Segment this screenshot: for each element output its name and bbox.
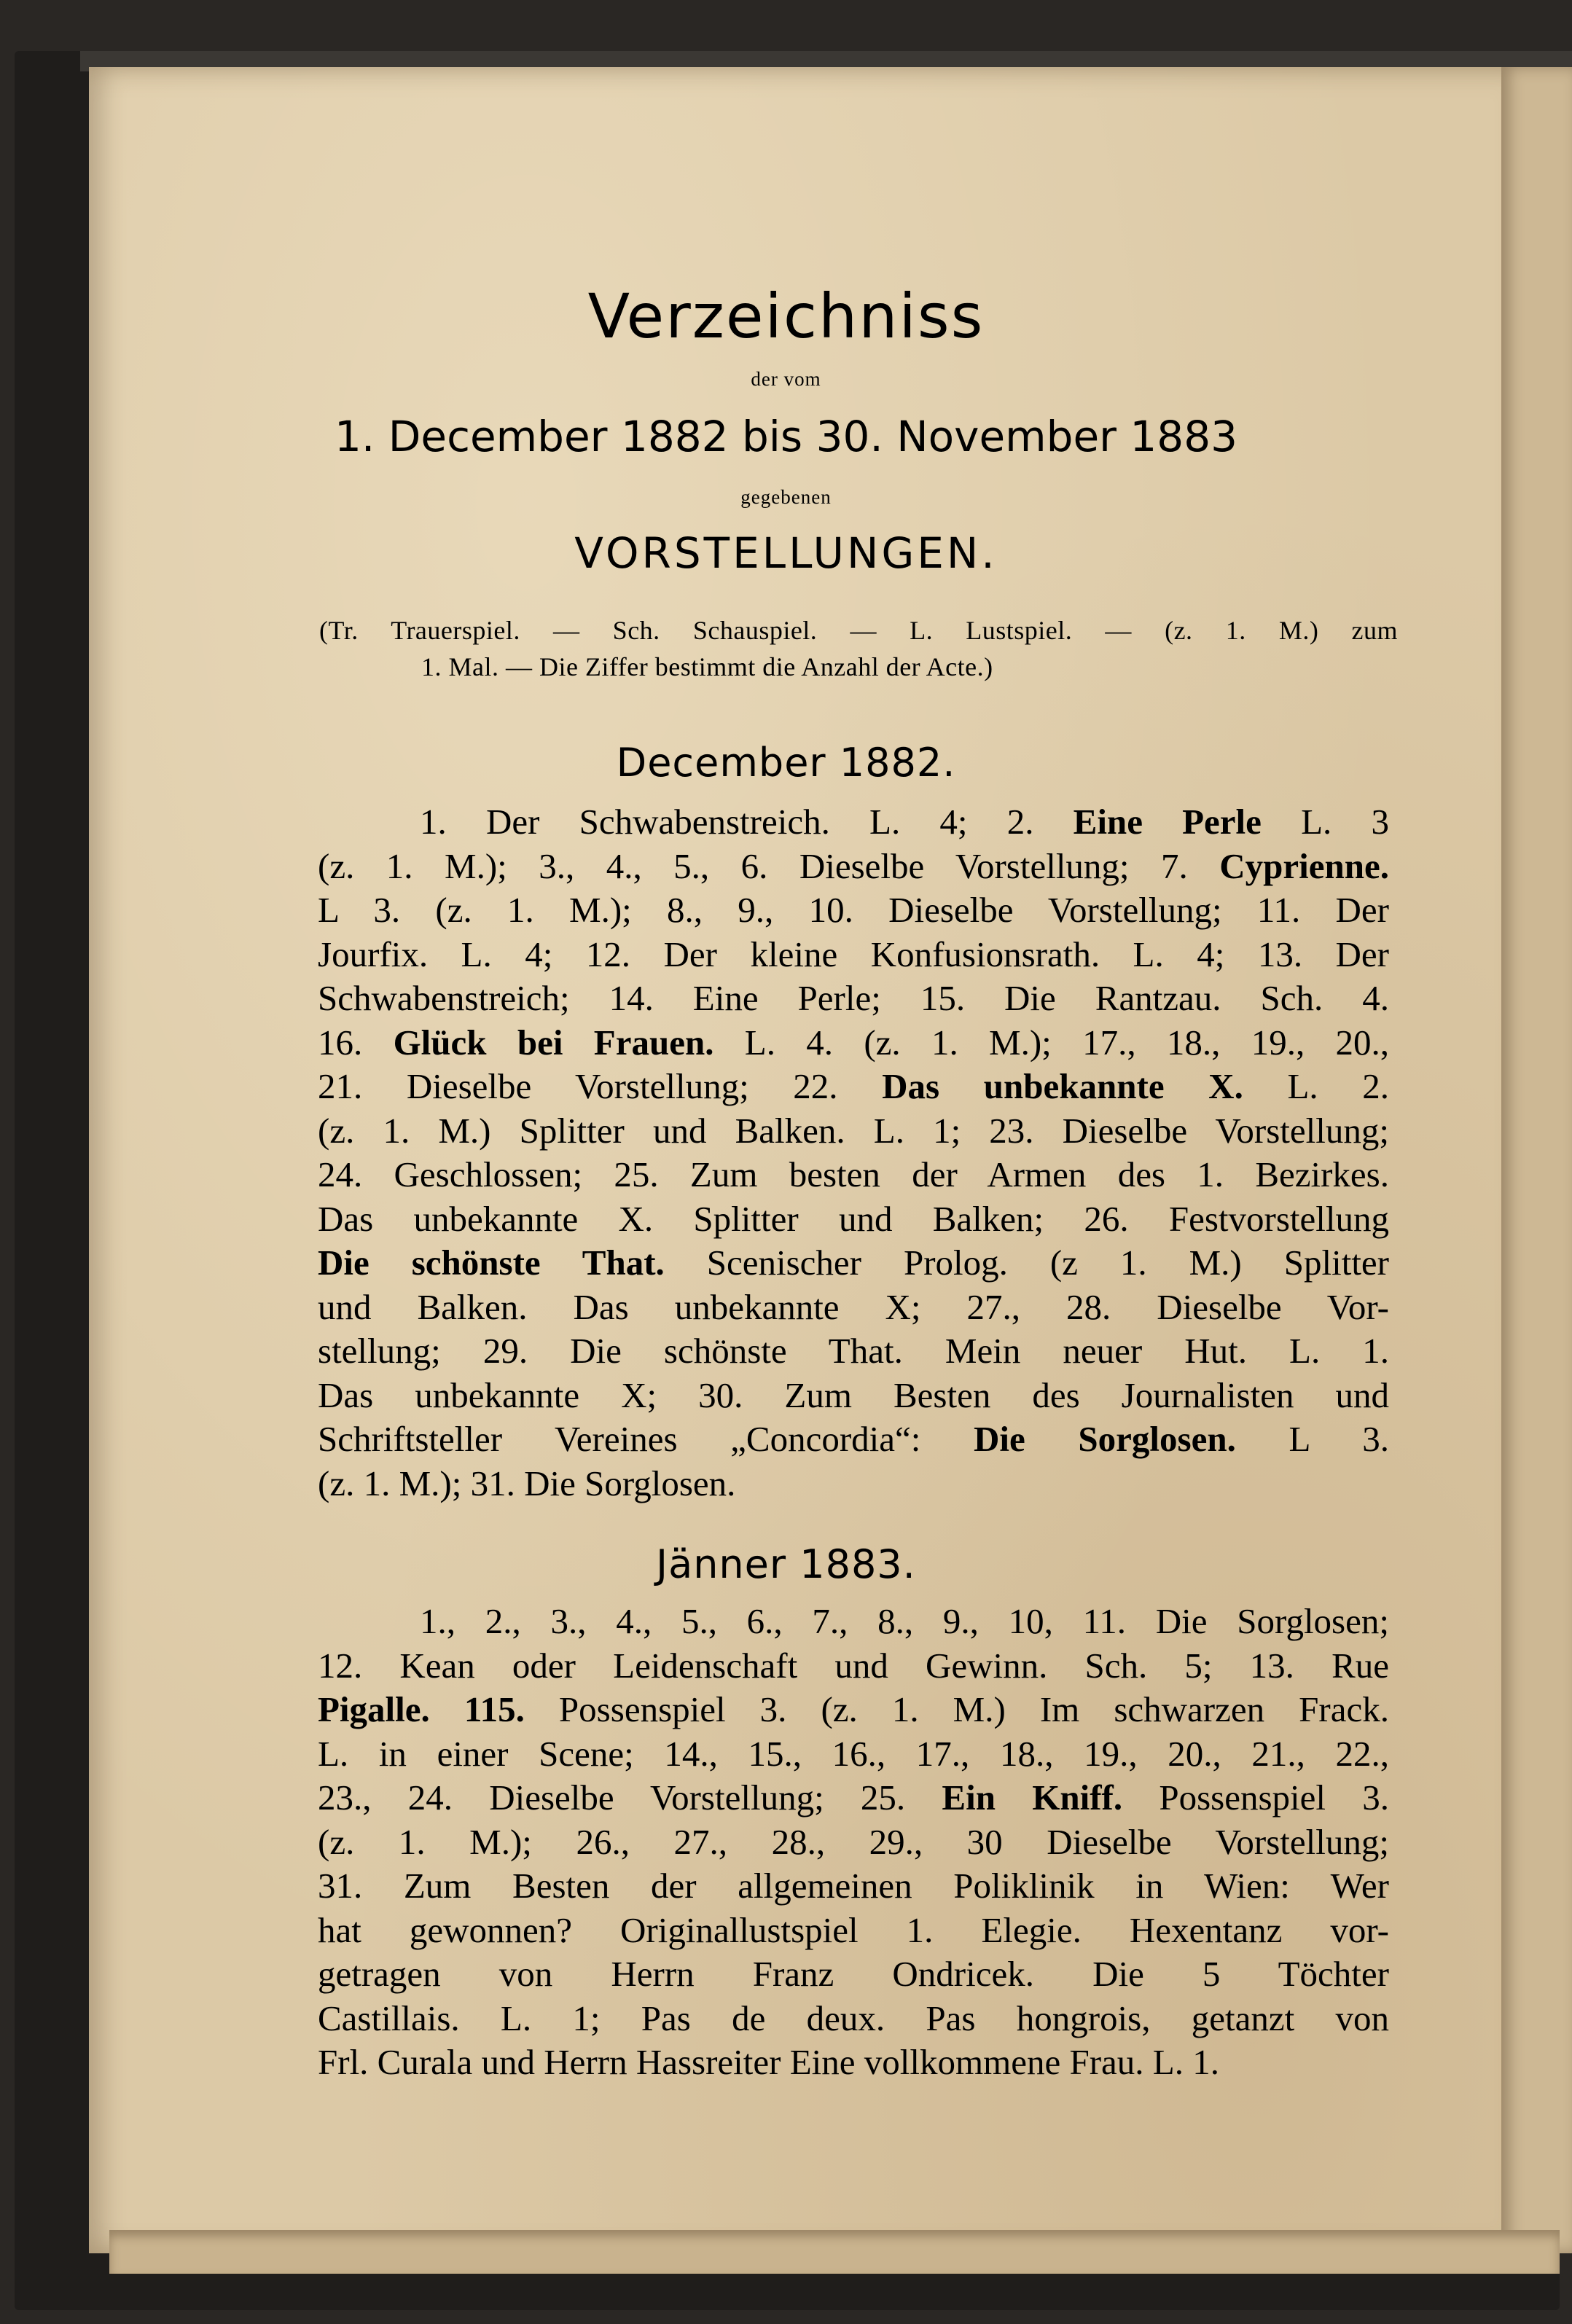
text-run: L. 4. (z. 1. M.); 17., 18., 19., 20., <box>713 1022 1390 1063</box>
text-run: 16. <box>318 1022 394 1063</box>
legend-line-2: 1. Mal. — Die Ziffer bestimmt die Anzahl der Acte.) <box>421 652 993 681</box>
text-run: Jourfix. L. 4; 12. Der kleine Konfusionsrath. L. 4; 13. Der <box>318 934 1389 974</box>
text-run: Scenischer Prolog. (z 1. M.) Splitter <box>664 1243 1389 1283</box>
page-title: Verzeichniss <box>587 281 985 352</box>
text-line <box>318 1952 1389 1997</box>
text-line <box>318 1153 1389 1197</box>
text-run: stellung; 29. Die schönste That. Mein neuer Hut. L. 1. <box>318 1331 1389 1371</box>
text-run: 1. Der Schwabenstreich. L. 4; 2. <box>420 802 1074 842</box>
text-run: (z. 1. M.); 26., 27., 28., 29., 30 Dieselbe Vorstellung; <box>318 1821 1389 1862</box>
text-run: L. 2. <box>1243 1066 1389 1106</box>
text-run: 21. Dieselbe Vorstellung; 22. <box>318 1066 883 1106</box>
play-title: Die schönste That. <box>318 1243 665 1283</box>
text-line <box>318 1732 1389 1777</box>
text-run: hat gewonnen? Originallustspiel 1. Elegie. Hexentanz vor- <box>318 1909 1389 1950</box>
page-bottom-edge <box>109 2230 1560 2274</box>
play-title: Eine Perle <box>1073 802 1262 842</box>
text-line <box>318 1065 1389 1109</box>
text-run: (z. 1. M.) Splitter und Balken. L. 1; 23. Dieselbe Vorstellung; <box>318 1110 1389 1151</box>
text-run: 24. Geschlossen; 25. Zum besten der Armen des 1. Bezirkes. <box>318 1154 1389 1194</box>
december-performances <box>318 800 1389 1506</box>
text-run: und Balken. Das unbekannte X; 27., 28. Dieselbe Vor- <box>318 1286 1389 1327</box>
text-run: (z. 1. M.); 31. Die Sorglosen. <box>318 1463 736 1503</box>
subtitle-gegebenen: gegebenen <box>740 486 832 508</box>
play-title: Glück bei Frauen. <box>393 1022 714 1063</box>
text-line <box>318 1909 1389 1953</box>
text-run: 1., 2., 3., 4., 5., 6., 7., 8., 9., 10, 11. Die Sorglosen; <box>420 1601 1389 1641</box>
text-run: 12. Kean oder Leidenschaft und Gewinn. Sch. 5; 13. Rue <box>318 1645 1389 1686</box>
text-run: L 3. (z. 1. M.); 8., 9., 10. Dieselbe Vorstellung; 11. Der <box>318 890 1389 930</box>
text-line <box>318 1820 1389 1865</box>
text-line <box>318 1021 1389 1065</box>
text-line <box>318 1688 1389 1732</box>
play-title: Das unbekannte X. <box>882 1066 1243 1106</box>
play-title: Ein Kniff. <box>942 1777 1123 1818</box>
legend-line-1: (Tr. Trauerspiel. — Sch. Schauspiel. — L. Lustspiel. — (z. 1. M.) zum <box>319 616 1398 645</box>
page-gutter <box>1501 67 1572 2253</box>
januar-performances <box>318 1600 1389 2085</box>
month-heading-januar: Jänner 1883. <box>656 1541 916 1587</box>
text-run: 23., 24. Dieselbe Vorstellung; 25. <box>318 1777 942 1818</box>
text-run: Schwabenstreich; 14. Eine Perle; 15. Die Rantzau. Sch. 4. <box>318 978 1389 1018</box>
text-run: Das unbekannte X; 30. Zum Besten des Journalisten und <box>318 1374 1389 1415</box>
text-line <box>318 1374 1389 1418</box>
text-run: Possenspiel 3. <box>1122 1777 1389 1818</box>
text-line <box>318 933 1389 977</box>
play-title: Cyprienne. <box>1219 845 1389 886</box>
text-run: Frl. Curala und Herrn Hassreiter Eine vollkommene Frau. L. 1. <box>318 2042 1219 2082</box>
text-line <box>318 1197 1389 1242</box>
text-line <box>318 1109 1389 1154</box>
text-line <box>318 1997 1389 2041</box>
text-run: Possenspiel 3. (z. 1. M.) Im schwarzen Frack. <box>524 1689 1389 1729</box>
text-line <box>318 1644 1389 1689</box>
text-line <box>318 2041 1389 2085</box>
text-line <box>318 977 1389 1021</box>
play-title: Pigalle. 115. <box>318 1689 525 1729</box>
text-line <box>318 1462 1389 1506</box>
subtitle-der-vom: der vom <box>751 368 821 390</box>
text-run: getragen von Herrn Franz Ondricek. Die 5 Töchter <box>318 1954 1389 1994</box>
play-title: Die Sorglosen. <box>974 1419 1236 1459</box>
abbreviation-legend <box>319 612 1398 685</box>
text-line <box>318 1329 1389 1374</box>
text-run: L 3. <box>1235 1419 1389 1459</box>
text-run: L. in einer Scene; 14., 15., 16., 17., 18., 19., 20., 21., 22., <box>318 1733 1389 1774</box>
text-line <box>318 800 1389 845</box>
text-run: Das unbekannte X. Splitter und Balken; 26. Festvorstellung <box>318 1198 1389 1239</box>
text-line <box>318 1600 1389 1644</box>
text-run: 31. Zum Besten der allgemeinen Poliklinik in Wien: Wer <box>318 1866 1389 1906</box>
text-run: (z. 1. M.); 3., 4., 5., 6. Dieselbe Vorstellung; 7. <box>318 845 1220 886</box>
text-line <box>318 1286 1389 1330</box>
month-heading-december: December 1882. <box>616 740 956 786</box>
text-line <box>318 888 1389 933</box>
text-run: Castillais. L. 1; Pas de deux. Pas hongrois, getanzt von <box>318 1998 1389 2038</box>
date-range: 1. December 1882 bis 30. November 1883 <box>334 412 1238 461</box>
text-line <box>318 845 1389 889</box>
text-line <box>318 1864 1389 1909</box>
text-run: Schriftsteller Vereines „Concordia“: <box>318 1419 974 1459</box>
section-heading: VORSTELLUNGEN. <box>574 528 998 578</box>
text-run: L. 3 <box>1261 802 1389 842</box>
text-line <box>318 1241 1389 1286</box>
text-line <box>318 1776 1389 1820</box>
text-line <box>318 1417 1389 1462</box>
